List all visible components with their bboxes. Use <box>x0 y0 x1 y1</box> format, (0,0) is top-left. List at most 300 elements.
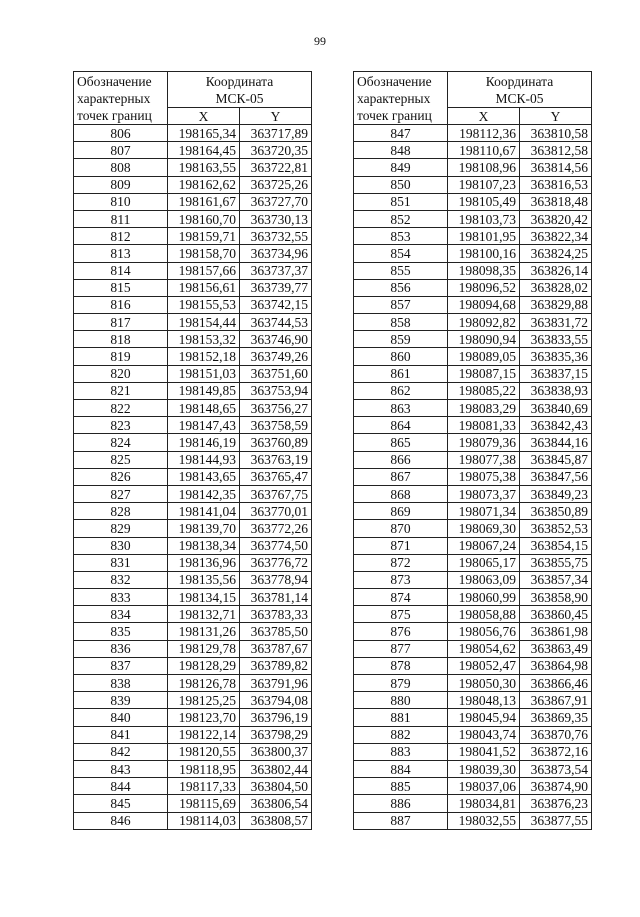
point-number-cell: 850 <box>354 176 448 193</box>
point-number-cell: 848 <box>354 142 448 159</box>
point-number-cell: 884 <box>354 760 448 777</box>
y-coordinate-cell: 363870,76 <box>520 726 592 743</box>
y-coordinate-cell: 363844,16 <box>520 434 592 451</box>
table-row <box>74 606 312 623</box>
point-number-cell: 812 <box>74 228 168 245</box>
y-coordinate-cell: 363725,26 <box>240 176 312 193</box>
y-coordinate-cell: 363864,98 <box>520 657 592 674</box>
table-row <box>74 709 312 726</box>
table-row <box>354 778 592 795</box>
x-coordinate-cell: 198067,24 <box>448 537 520 554</box>
point-number-cell: 843 <box>74 760 168 777</box>
x-coordinate-cell: 198123,70 <box>168 709 240 726</box>
x-coordinate-cell: 198110,67 <box>448 142 520 159</box>
point-number-cell: 868 <box>354 485 448 502</box>
table-row <box>74 382 312 399</box>
point-number-cell: 879 <box>354 675 448 692</box>
table-row <box>354 279 592 296</box>
table-row <box>74 434 312 451</box>
x-coordinate-cell: 198149,85 <box>168 382 240 399</box>
x-coordinate-cell: 198142,35 <box>168 485 240 502</box>
x-coordinate-cell: 198135,56 <box>168 571 240 588</box>
x-coordinate-cell: 198098,35 <box>448 262 520 279</box>
x-coordinate-cell: 198155,53 <box>168 296 240 313</box>
table-row <box>74 125 312 142</box>
y-coordinate-cell: 363763,19 <box>240 451 312 468</box>
point-number-cell: 826 <box>74 468 168 485</box>
table-row <box>354 709 592 726</box>
y-coordinate-cell: 363739,77 <box>240 279 312 296</box>
point-number-cell: 873 <box>354 571 448 588</box>
y-coordinate-cell: 363804,50 <box>240 778 312 795</box>
coordinate-header-line: МСК-05 <box>495 90 544 106</box>
y-coordinate-cell: 363860,45 <box>520 606 592 623</box>
coordinates-body-right <box>354 125 592 830</box>
table-row <box>74 314 312 331</box>
point-label-header <box>74 72 168 125</box>
point-number-cell: 864 <box>354 417 448 434</box>
y-coordinate-cell: 363744,53 <box>240 314 312 331</box>
x-coordinate-cell: 198094,68 <box>448 296 520 313</box>
x-coordinate-cell: 198164,45 <box>168 142 240 159</box>
point-number-cell: 867 <box>354 468 448 485</box>
table-row <box>74 743 312 760</box>
x-coordinate-cell: 198089,05 <box>448 348 520 365</box>
point-label-header-line: точек границ <box>357 108 432 123</box>
y-coordinate-cell: 363869,35 <box>520 709 592 726</box>
y-coordinate-cell: 363854,15 <box>520 537 592 554</box>
point-number-cell: 872 <box>354 554 448 571</box>
point-number-cell: 822 <box>74 400 168 417</box>
table-row <box>354 210 592 227</box>
table-row <box>354 606 592 623</box>
x-coordinate-cell: 198165,34 <box>168 125 240 142</box>
table-row <box>354 623 592 640</box>
point-number-cell: 849 <box>354 159 448 176</box>
y-coordinate-cell: 363787,67 <box>240 640 312 657</box>
x-coordinate-cell: 198134,15 <box>168 589 240 606</box>
x-coordinate-cell: 198087,15 <box>448 365 520 382</box>
y-coordinate-cell: 363829,88 <box>520 296 592 313</box>
table-row <box>354 692 592 709</box>
table-row <box>354 262 592 279</box>
y-coordinate-cell: 363751,60 <box>240 365 312 382</box>
point-number-cell: 853 <box>354 228 448 245</box>
point-number-cell: 876 <box>354 623 448 640</box>
x-coordinate-cell: 198157,66 <box>168 262 240 279</box>
x-coordinate-cell: 198120,55 <box>168 743 240 760</box>
table-row <box>354 193 592 210</box>
y-coordinate-cell: 363861,98 <box>520 623 592 640</box>
point-number-cell: 824 <box>74 434 168 451</box>
table-row <box>74 778 312 795</box>
table-row <box>354 795 592 812</box>
table-row <box>354 760 592 777</box>
x-coordinate-cell: 198162,62 <box>168 176 240 193</box>
x-coordinate-cell: 198077,38 <box>448 451 520 468</box>
table-row <box>74 657 312 674</box>
x-coordinate-cell: 198118,95 <box>168 760 240 777</box>
point-number-cell: 821 <box>74 382 168 399</box>
table-row <box>74 210 312 227</box>
table-row <box>354 812 592 829</box>
point-number-cell: 881 <box>354 709 448 726</box>
x-coordinate-cell: 198152,18 <box>168 348 240 365</box>
y-coordinate-cell: 363808,57 <box>240 812 312 829</box>
table-row <box>74 451 312 468</box>
y-coordinate-cell: 363796,19 <box>240 709 312 726</box>
table-row <box>354 451 592 468</box>
y-coordinate-cell: 363742,15 <box>240 296 312 313</box>
x-coordinate-cell: 198115,69 <box>168 795 240 812</box>
y-coordinate-cell: 363814,56 <box>520 159 592 176</box>
x-coordinate-cell: 198052,47 <box>448 657 520 674</box>
table-row <box>354 657 592 674</box>
y-coordinate-cell: 363765,47 <box>240 468 312 485</box>
y-coordinate-cell: 363826,14 <box>520 262 592 279</box>
table-row <box>354 245 592 262</box>
x-coordinate-cell: 198163,55 <box>168 159 240 176</box>
x-coordinate-cell: 198146,19 <box>168 434 240 451</box>
x-coordinate-cell: 198153,32 <box>168 331 240 348</box>
y-coordinate-cell: 363778,94 <box>240 571 312 588</box>
point-number-cell: 829 <box>74 520 168 537</box>
y-coordinate-cell: 363734,96 <box>240 245 312 262</box>
x-coordinate-cell: 198122,14 <box>168 726 240 743</box>
x-coordinate-cell: 198103,73 <box>448 210 520 227</box>
point-label-header-line: Обозначение <box>77 74 152 89</box>
point-number-cell: 870 <box>354 520 448 537</box>
x-coordinate-cell: 198125,25 <box>168 692 240 709</box>
table-row <box>354 348 592 365</box>
point-number-cell: 831 <box>74 554 168 571</box>
point-number-cell: 832 <box>74 571 168 588</box>
y-coordinate-cell: 363874,90 <box>520 778 592 795</box>
y-coordinate-cell: 363855,75 <box>520 554 592 571</box>
point-number-cell: 818 <box>74 331 168 348</box>
coordinate-header <box>448 72 592 108</box>
point-number-cell: 830 <box>74 537 168 554</box>
table-row <box>74 400 312 417</box>
table-row <box>74 640 312 657</box>
y-coordinate-cell: 363822,34 <box>520 228 592 245</box>
y-coordinate-cell: 363730,13 <box>240 210 312 227</box>
y-column-header: Y <box>520 108 592 125</box>
x-coordinate-cell: 198041,52 <box>448 743 520 760</box>
y-coordinate-cell: 363776,72 <box>240 554 312 571</box>
y-coordinate-cell: 363831,72 <box>520 314 592 331</box>
table-row <box>74 795 312 812</box>
x-coordinate-cell: 198075,38 <box>448 468 520 485</box>
x-coordinate-cell: 198050,30 <box>448 675 520 692</box>
point-number-cell: 823 <box>74 417 168 434</box>
y-coordinate-cell: 363737,37 <box>240 262 312 279</box>
coordinate-header-line: МСК-05 <box>215 90 264 106</box>
y-coordinate-cell: 363720,35 <box>240 142 312 159</box>
x-coordinate-cell: 198147,43 <box>168 417 240 434</box>
y-coordinate-cell: 363837,15 <box>520 365 592 382</box>
y-coordinate-cell: 363833,55 <box>520 331 592 348</box>
x-coordinate-cell: 198060,99 <box>448 589 520 606</box>
y-coordinate-cell: 363863,49 <box>520 640 592 657</box>
point-number-cell: 837 <box>74 657 168 674</box>
x-coordinate-cell: 198160,70 <box>168 210 240 227</box>
y-coordinate-cell: 363772,26 <box>240 520 312 537</box>
y-coordinate-cell: 363847,56 <box>520 468 592 485</box>
point-number-cell: 857 <box>354 296 448 313</box>
table-row <box>354 485 592 502</box>
x-coordinate-cell: 198139,70 <box>168 520 240 537</box>
x-coordinate-cell: 198112,36 <box>448 125 520 142</box>
point-number-cell: 859 <box>354 331 448 348</box>
x-coordinate-cell: 198132,71 <box>168 606 240 623</box>
coordinate-header-line: Координата <box>485 73 554 89</box>
table-row <box>354 520 592 537</box>
y-coordinate-cell: 363820,42 <box>520 210 592 227</box>
point-number-cell: 860 <box>354 348 448 365</box>
y-coordinate-cell: 363824,25 <box>520 245 592 262</box>
y-coordinate-cell: 363867,91 <box>520 692 592 709</box>
y-coordinate-cell: 363727,70 <box>240 193 312 210</box>
x-coordinate-cell: 198056,76 <box>448 623 520 640</box>
table-row <box>354 434 592 451</box>
table-row <box>354 296 592 313</box>
table-row <box>74 279 312 296</box>
point-number-cell: 827 <box>74 485 168 502</box>
table-row <box>354 417 592 434</box>
table-row <box>354 365 592 382</box>
table-row <box>354 228 592 245</box>
y-coordinate-cell: 363840,69 <box>520 400 592 417</box>
y-coordinate-cell: 363850,89 <box>520 503 592 520</box>
x-coordinate-cell: 198071,34 <box>448 503 520 520</box>
y-coordinate-cell: 363791,96 <box>240 675 312 692</box>
point-number-cell: 865 <box>354 434 448 451</box>
point-number-cell: 834 <box>74 606 168 623</box>
table-row <box>354 640 592 657</box>
table-row <box>74 331 312 348</box>
x-coordinate-cell: 198156,61 <box>168 279 240 296</box>
y-coordinate-cell: 363812,58 <box>520 142 592 159</box>
table-row <box>354 382 592 399</box>
point-label-header-line: характерных <box>77 91 151 106</box>
table-row <box>74 365 312 382</box>
coordinate-header <box>168 72 312 108</box>
y-coordinate-cell: 363746,90 <box>240 331 312 348</box>
point-number-cell: 877 <box>354 640 448 657</box>
point-number-cell: 846 <box>74 812 168 829</box>
point-number-cell: 875 <box>354 606 448 623</box>
y-coordinate-cell: 363781,14 <box>240 589 312 606</box>
point-number-cell: 835 <box>74 623 168 640</box>
point-number-cell: 869 <box>354 503 448 520</box>
table-row <box>74 675 312 692</box>
y-coordinate-cell: 363767,75 <box>240 485 312 502</box>
table-row <box>74 348 312 365</box>
point-number-cell: 878 <box>354 657 448 674</box>
y-coordinate-cell: 363732,55 <box>240 228 312 245</box>
x-coordinate-cell: 198126,78 <box>168 675 240 692</box>
x-coordinate-cell: 198136,96 <box>168 554 240 571</box>
table-row <box>74 468 312 485</box>
point-number-cell: 856 <box>354 279 448 296</box>
y-column-header: Y <box>240 108 312 125</box>
x-coordinate-cell: 198128,29 <box>168 657 240 674</box>
y-coordinate-cell: 363794,08 <box>240 692 312 709</box>
point-number-cell: 880 <box>354 692 448 709</box>
table-row <box>74 760 312 777</box>
x-coordinate-cell: 198158,70 <box>168 245 240 262</box>
y-coordinate-cell: 363842,43 <box>520 417 592 434</box>
x-coordinate-cell: 198114,03 <box>168 812 240 829</box>
point-number-cell: 842 <box>74 743 168 760</box>
y-coordinate-cell: 363852,53 <box>520 520 592 537</box>
x-coordinate-cell: 198058,88 <box>448 606 520 623</box>
point-number-cell: 885 <box>354 778 448 795</box>
y-coordinate-cell: 363857,34 <box>520 571 592 588</box>
point-number-cell: 862 <box>354 382 448 399</box>
table-row <box>74 503 312 520</box>
y-coordinate-cell: 363722,81 <box>240 159 312 176</box>
coordinates-body-left <box>74 125 312 830</box>
x-coordinate-cell: 198039,30 <box>448 760 520 777</box>
point-number-cell: 883 <box>354 743 448 760</box>
table-row <box>354 675 592 692</box>
x-coordinate-cell: 198092,82 <box>448 314 520 331</box>
table-row <box>354 400 592 417</box>
point-number-cell: 861 <box>354 365 448 382</box>
point-number-cell: 858 <box>354 314 448 331</box>
x-coordinate-cell: 198045,94 <box>448 709 520 726</box>
y-coordinate-cell: 363800,37 <box>240 743 312 760</box>
point-label-header-line: точек границ <box>77 108 152 123</box>
x-coordinate-cell: 198085,22 <box>448 382 520 399</box>
point-number-cell: 840 <box>74 709 168 726</box>
point-number-cell: 841 <box>74 726 168 743</box>
x-coordinate-cell: 198151,03 <box>168 365 240 382</box>
table-row <box>354 176 592 193</box>
x-coordinate-cell: 198107,23 <box>448 176 520 193</box>
x-coordinate-cell: 198054,62 <box>448 640 520 657</box>
y-coordinate-cell: 363774,50 <box>240 537 312 554</box>
x-coordinate-cell: 198063,09 <box>448 571 520 588</box>
x-coordinate-cell: 198100,16 <box>448 245 520 262</box>
table-row <box>74 159 312 176</box>
point-number-cell: 816 <box>74 296 168 313</box>
table-row <box>74 193 312 210</box>
y-coordinate-cell: 363810,58 <box>520 125 592 142</box>
x-coordinate-cell: 198079,36 <box>448 434 520 451</box>
x-coordinate-cell: 198034,81 <box>448 795 520 812</box>
y-coordinate-cell: 363749,26 <box>240 348 312 365</box>
table-row <box>354 142 592 159</box>
x-coordinate-cell: 198159,71 <box>168 228 240 245</box>
x-coordinate-cell: 198037,06 <box>448 778 520 795</box>
point-number-cell: 819 <box>74 348 168 365</box>
point-number-cell: 852 <box>354 210 448 227</box>
point-label-header-line: Обозначение <box>357 74 432 89</box>
point-label-header-line: характерных <box>357 91 431 106</box>
point-number-cell: 813 <box>74 245 168 262</box>
y-coordinate-cell: 363756,27 <box>240 400 312 417</box>
point-number-cell: 820 <box>74 365 168 382</box>
y-coordinate-cell: 363783,33 <box>240 606 312 623</box>
y-coordinate-cell: 363770,01 <box>240 503 312 520</box>
x-coordinate-cell: 198108,96 <box>448 159 520 176</box>
y-coordinate-cell: 363758,59 <box>240 417 312 434</box>
y-coordinate-cell: 363866,46 <box>520 675 592 692</box>
y-coordinate-cell: 363873,54 <box>520 760 592 777</box>
x-coordinate-cell: 198048,13 <box>448 692 520 709</box>
y-coordinate-cell: 363838,93 <box>520 382 592 399</box>
table-row <box>74 812 312 829</box>
table-row <box>74 589 312 606</box>
x-column-header: X <box>168 108 240 125</box>
point-number-cell: 886 <box>354 795 448 812</box>
table-row <box>354 589 592 606</box>
x-coordinate-cell: 198101,95 <box>448 228 520 245</box>
point-number-cell: 836 <box>74 640 168 657</box>
x-coordinate-cell: 198141,04 <box>168 503 240 520</box>
x-coordinate-cell: 198073,37 <box>448 485 520 502</box>
point-number-cell: 825 <box>74 451 168 468</box>
table-row <box>354 726 592 743</box>
table-row <box>74 262 312 279</box>
y-coordinate-cell: 363858,90 <box>520 589 592 606</box>
point-number-cell: 838 <box>74 675 168 692</box>
point-number-cell: 854 <box>354 245 448 262</box>
point-number-cell: 809 <box>74 176 168 193</box>
table-row <box>74 142 312 159</box>
y-coordinate-cell: 363818,48 <box>520 193 592 210</box>
point-number-cell: 874 <box>354 589 448 606</box>
table-row <box>74 520 312 537</box>
point-number-cell: 844 <box>74 778 168 795</box>
x-coordinate-cell: 198065,17 <box>448 554 520 571</box>
page-number: 99 <box>314 34 326 48</box>
point-number-cell: 882 <box>354 726 448 743</box>
table-row <box>354 503 592 520</box>
point-number-cell: 839 <box>74 692 168 709</box>
x-coordinate-cell: 198090,94 <box>448 331 520 348</box>
y-coordinate-cell: 363789,82 <box>240 657 312 674</box>
table-row <box>354 537 592 554</box>
point-number-cell: 808 <box>74 159 168 176</box>
table-row <box>354 159 592 176</box>
point-number-cell: 814 <box>74 262 168 279</box>
y-coordinate-cell: 363806,54 <box>240 795 312 812</box>
point-number-cell: 810 <box>74 193 168 210</box>
y-coordinate-cell: 363872,16 <box>520 743 592 760</box>
x-coordinate-cell: 198143,65 <box>168 468 240 485</box>
table-row <box>74 623 312 640</box>
table-row <box>74 417 312 434</box>
y-coordinate-cell: 363877,55 <box>520 812 592 829</box>
x-coordinate-cell: 198117,33 <box>168 778 240 795</box>
point-number-cell: 887 <box>354 812 448 829</box>
table-row <box>354 743 592 760</box>
point-number-cell: 871 <box>354 537 448 554</box>
x-coordinate-cell: 198148,65 <box>168 400 240 417</box>
table-row <box>354 468 592 485</box>
point-number-cell: 866 <box>354 451 448 468</box>
point-number-cell: 828 <box>74 503 168 520</box>
table-row <box>74 692 312 709</box>
coordinates-table-left <box>73 71 312 830</box>
table-row <box>74 571 312 588</box>
x-coordinate-cell: 198161,67 <box>168 193 240 210</box>
point-number-cell: 807 <box>74 142 168 159</box>
